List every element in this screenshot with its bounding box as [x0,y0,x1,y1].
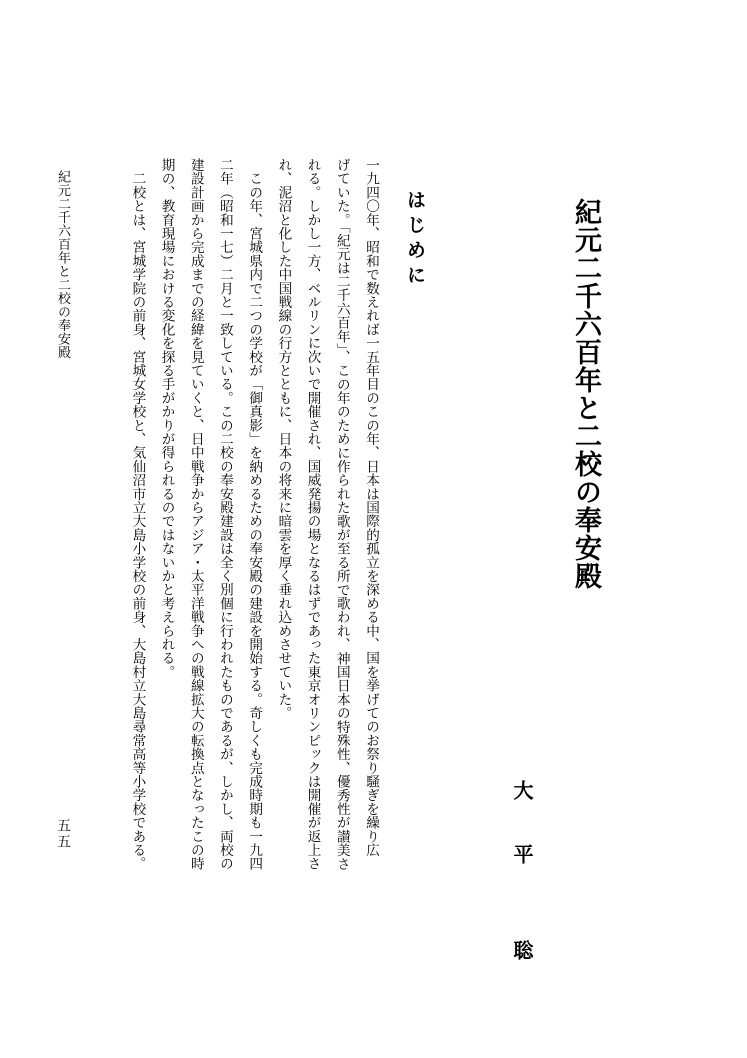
body-text [122,158,385,968]
body-line: 期の、教育現場における変化を探る手がかりが得られるのではないかと考えられる。 [158,158,175,679]
running-title: 紀元二千六百年と二校の奉安殿 [55,170,70,359]
section-heading: はじめに [404,190,426,290]
page-number: 五五 [55,818,71,850]
body-line: 一九四〇年、昭和で数えれば一五年目のこの年、日本は国際的孤立を深める中、国を挙げてのお祭り騒ぎを繰り広 [363,158,379,857]
body-line: この年、宮城県内で二つの学校が「御真影」を納めるための奉安殿の建設を開始する。奇しくも完成時期も一九四 [246,158,263,871]
body-line: 二年（昭和一七）二月と一致している。この二校の奉安殿建設は全く別個に行われたものであるが、しかし、両校の [216,158,233,871]
body-line: れる。しかし一方、ベルリンに次いで開催され、国威発揚の場となるはずであった東京オリンピックは開催が返上さ [304,158,321,871]
body-line: れ、泥沼と化した中国戦線の行方とともに、日本の将来に暗雲を厚く垂れ込めさせていた。 [275,158,292,720]
article-title: 紀元二千六百年と二校の奉安殿 [570,198,601,590]
body-line: げていた。「紀元は二千六百年」、この年のために作られた歌が至る所で歌われ、神国日本の特殊性、優秀性が讃美さ [333,158,350,871]
body-line: 二校とは、宮城学院の前身、宮城女学校と、気仙沼市立大島小学校の前身、大島村立大島尋常高等小学校である。 [129,158,146,871]
body-line: 建設計画から完成までの経緯を見ていくと、日中戦争からアジア・太平洋戦争への戦線拡大の転換点となったこの時 [187,158,204,871]
author-name: 大 平 聡 [510,780,534,972]
